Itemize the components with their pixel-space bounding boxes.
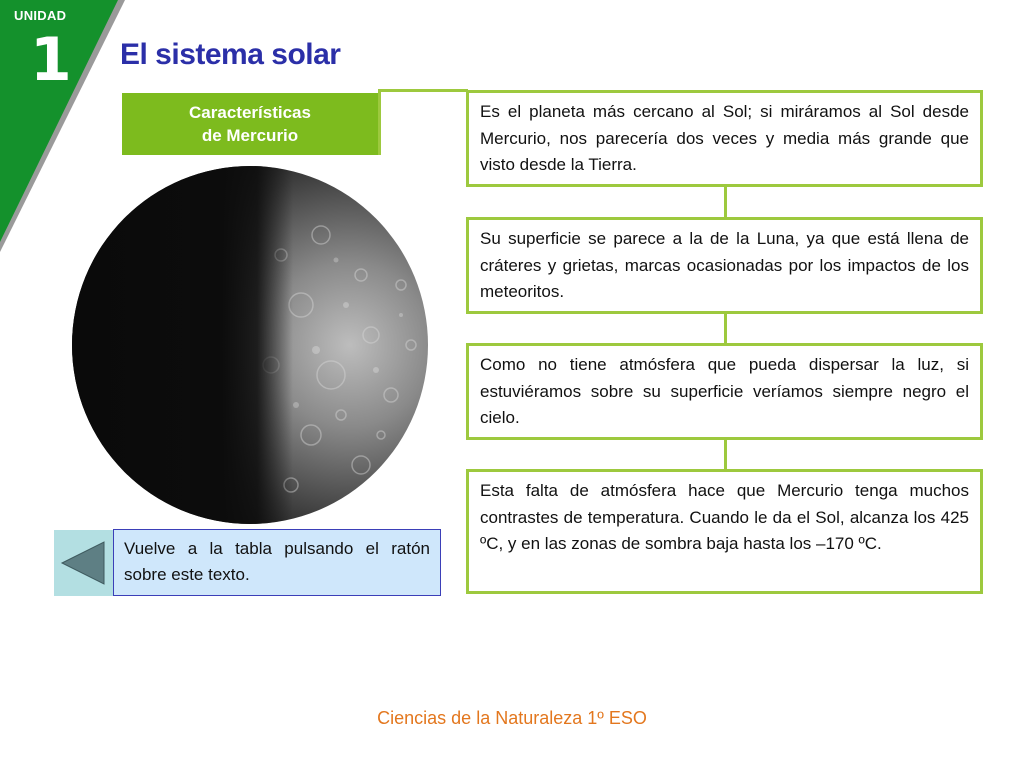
fact-box: Es el planeta más cercano al Sol; si miráramos al Sol desde Mercurio, nos parecería dos veces y media más grande que visto desde la Tierra. (466, 90, 983, 187)
fact-box: Esta falta de atmósfera hace que Mercurio tenga muchos contrastes de temperatura. Cuando le da el Sol, alcanza los 425 ºC, y en las zonas de sombra baja hasta los –170 ºC. (466, 469, 983, 594)
page-title: El sistema solar (120, 38, 341, 71)
fact-box: Su superficie se parece a la de la Luna, ya que está llena de cráteres y grietas, marcas ocasionadas por los impactos de los meteoritos. (466, 217, 983, 314)
footer-text: Ciencias de la Naturaleza 1º ESO (377, 708, 647, 728)
tab-line-1: Características (189, 103, 311, 122)
connector-line (724, 186, 727, 218)
back-to-table-link[interactable]: Vuelve a la tabla pulsando el ratón sobre este texto. (113, 529, 441, 596)
connector-line (378, 89, 468, 92)
characteristics-tab (122, 93, 378, 155)
back-arrow-icon (54, 530, 114, 596)
connector-line (724, 439, 727, 471)
connector-line (378, 89, 381, 155)
tab-line-2: de Mercurio (201, 126, 299, 145)
connector-line (724, 313, 727, 345)
unit-label: UNIDAD (14, 8, 67, 23)
mercury-planet-image (71, 165, 429, 525)
fact-box: Como no tiene atmósfera que pueda dispersar la luz, si estuviéramos sobre su superficie veríamos siempre negro el cielo. (466, 343, 983, 440)
unit-number: 1 (30, 25, 72, 95)
back-button[interactable] (54, 530, 114, 596)
